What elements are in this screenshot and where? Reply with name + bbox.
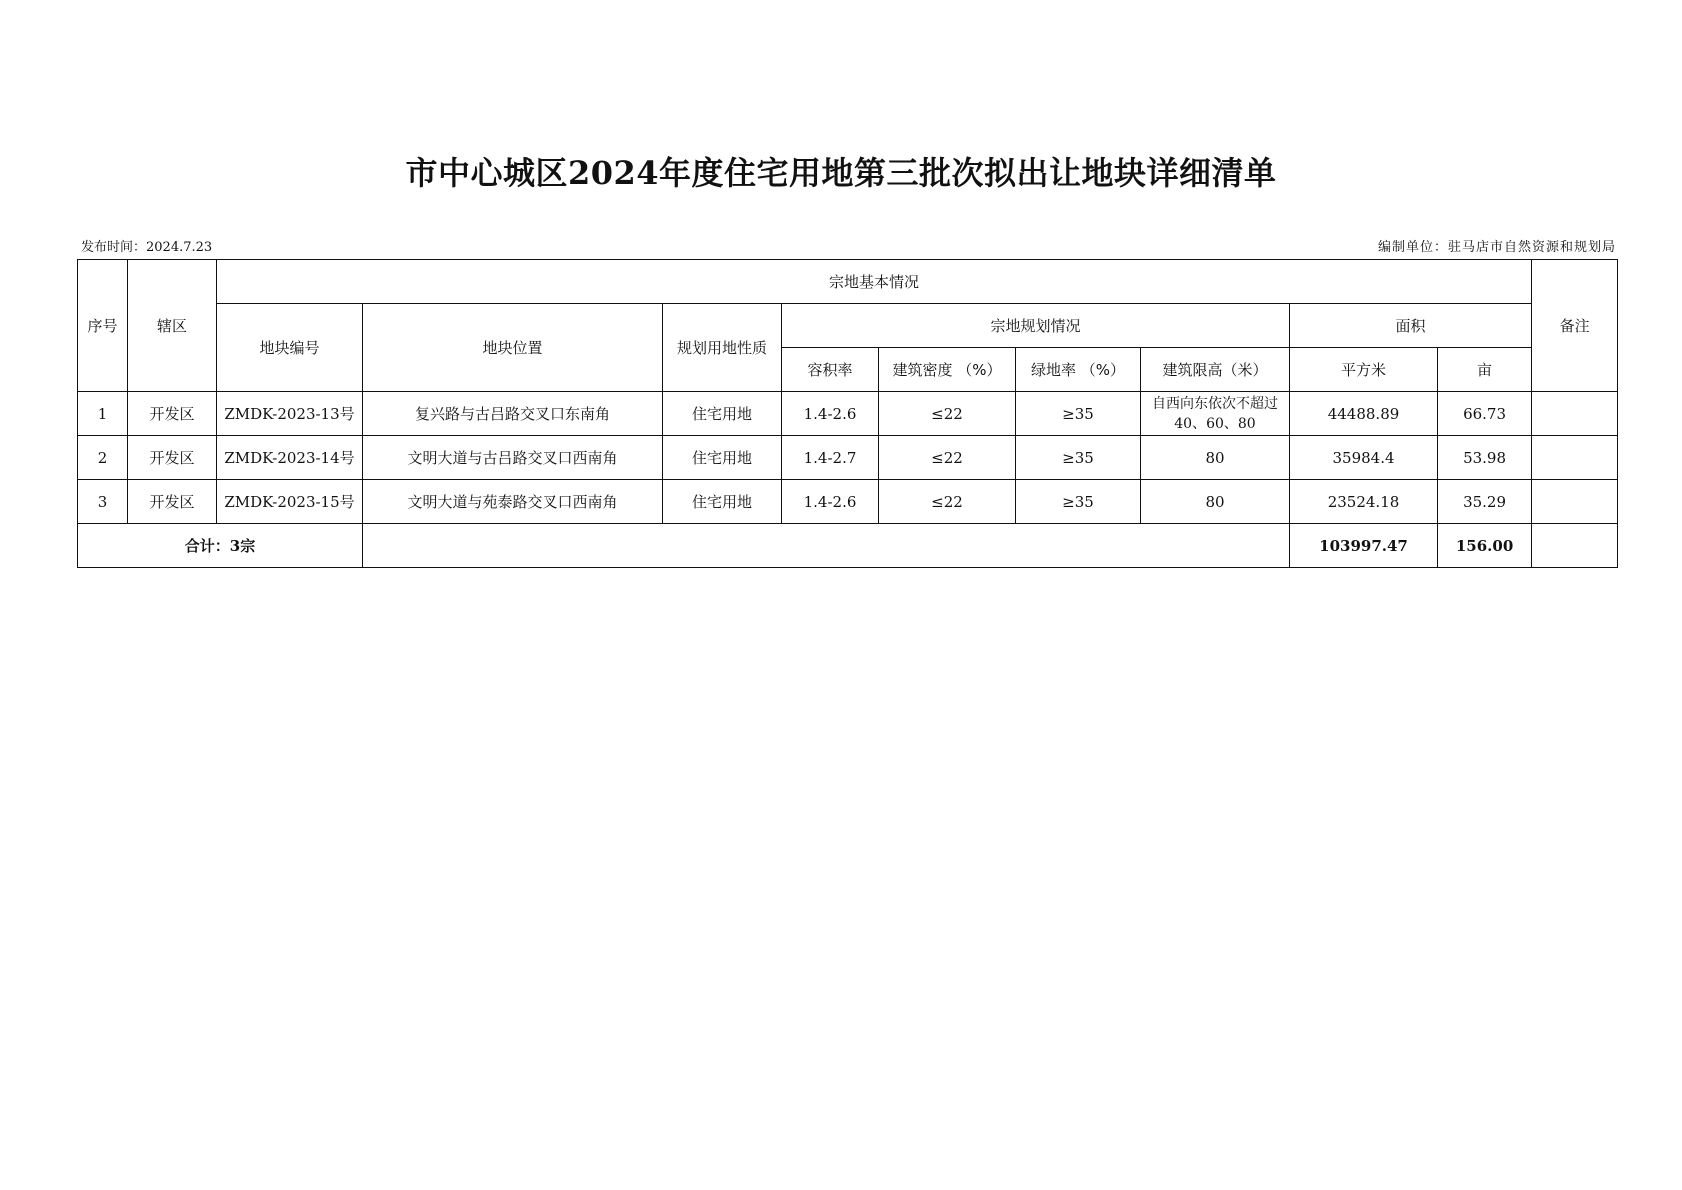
- cell-land-use: 住宅用地: [663, 480, 782, 524]
- cell-location: 复兴路与古吕路交叉口东南角: [363, 392, 663, 436]
- table-row: [78, 436, 1618, 480]
- total-remarks: [1532, 524, 1618, 568]
- total-sqm: 103997.47: [1290, 524, 1438, 568]
- cell-density: ≤22: [879, 480, 1016, 524]
- header-density: 建筑密度 （%）: [879, 348, 1016, 392]
- cell-seq: 1: [78, 392, 128, 436]
- cell-land-use: 住宅用地: [663, 436, 782, 480]
- header-height: 建筑限高（米）: [1141, 348, 1290, 392]
- cell-green: ≥35: [1016, 436, 1141, 480]
- cell-sqm: 35984.4: [1290, 436, 1438, 480]
- cell-location: 文明大道与古吕路交叉口西南角: [363, 436, 663, 480]
- total-blank: [363, 524, 1290, 568]
- header-seq: 序号: [78, 260, 128, 392]
- total-row: [78, 524, 1618, 568]
- cell-far: 1.4-2.6: [782, 480, 879, 524]
- cell-remarks: [1532, 436, 1618, 480]
- parcel-table: [77, 259, 1618, 568]
- cell-mu: 35.29: [1438, 480, 1532, 524]
- publish-date: 发布时间：2024.7.23: [81, 240, 213, 255]
- cell-mu: 66.73: [1438, 392, 1532, 436]
- cell-density: ≤22: [879, 436, 1016, 480]
- cell-height: 自西向东依次不超过40、60、80: [1141, 392, 1290, 436]
- cell-parcel-code: ZMDK-2023-14号: [217, 436, 363, 480]
- cell-far: 1.4-2.7: [782, 436, 879, 480]
- cell-location: 文明大道与苑泰路交叉口西南角: [363, 480, 663, 524]
- issuer: 编制单位：驻马店市自然资源和规划局: [1377, 240, 1616, 255]
- header-green: 绿地率 （%）: [1016, 348, 1141, 392]
- table-row: [78, 392, 1618, 436]
- cell-district: 开发区: [128, 436, 217, 480]
- cell-land-use: 住宅用地: [663, 392, 782, 436]
- document-title: 市中心城区2024年度住宅用地第三批次拟出让地块详细清单: [405, 154, 1277, 192]
- header-parcel-code: 地块编号: [217, 304, 363, 392]
- header-sqm: 平方米: [1290, 348, 1438, 392]
- cell-sqm: 44488.89: [1290, 392, 1438, 436]
- cell-density: ≤22: [879, 392, 1016, 436]
- header-far: 容积率: [782, 348, 879, 392]
- header-planning: 宗地规划情况: [782, 304, 1290, 348]
- cell-green: ≥35: [1016, 480, 1141, 524]
- cell-remarks: [1532, 392, 1618, 436]
- table-row: [78, 480, 1618, 524]
- header-location: 地块位置: [363, 304, 663, 392]
- header-district: 辖区: [128, 260, 217, 392]
- cell-district: 开发区: [128, 480, 217, 524]
- cell-far: 1.4-2.6: [782, 392, 879, 436]
- total-mu: 156.00: [1438, 524, 1532, 568]
- cell-sqm: 23524.18: [1290, 480, 1438, 524]
- cell-remarks: [1532, 480, 1618, 524]
- header-land-use: 规划用地性质: [663, 304, 782, 392]
- header-mu: 亩: [1438, 348, 1532, 392]
- total-label: 合计：3宗: [78, 524, 363, 568]
- cell-seq: 2: [78, 436, 128, 480]
- cell-green: ≥35: [1016, 392, 1141, 436]
- cell-mu: 53.98: [1438, 436, 1532, 480]
- cell-parcel-code: ZMDK-2023-15号: [217, 480, 363, 524]
- header-remarks: 备注: [1532, 260, 1618, 392]
- cell-height: 80: [1141, 436, 1290, 480]
- table-header: [78, 260, 1618, 392]
- header-basic-info: 宗地基本情况: [217, 260, 1532, 304]
- header-area: 面积: [1290, 304, 1532, 348]
- cell-district: 开发区: [128, 392, 217, 436]
- cell-height: 80: [1141, 480, 1290, 524]
- cell-seq: 3: [78, 480, 128, 524]
- cell-parcel-code: ZMDK-2023-13号: [217, 392, 363, 436]
